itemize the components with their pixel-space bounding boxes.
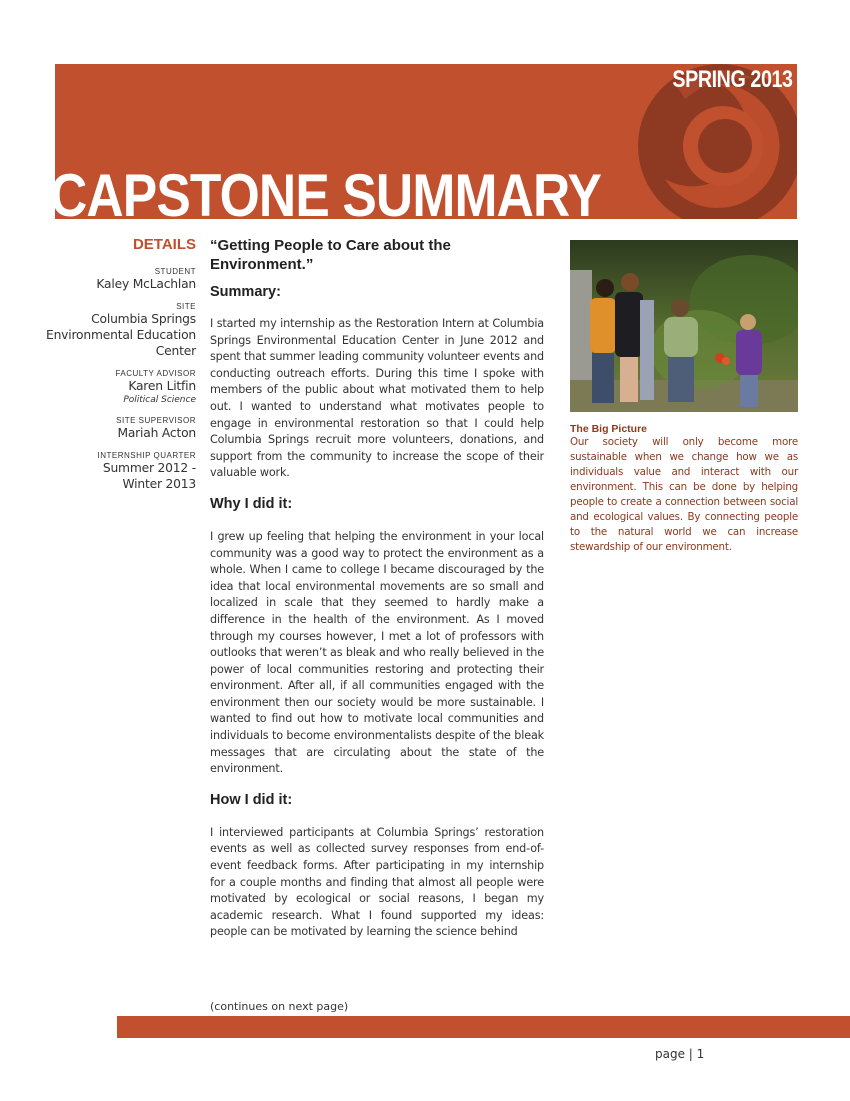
caption-text: Our society will only become more sustainable when we change how we as individuals value and interact with our environment. This can be done by helping people to create a connection between social and ecological values. By connecting people to the natural world we can increase stewardship of our environment.: [570, 436, 798, 553]
detail-site-supervisor: [40, 416, 196, 441]
continues-note: (continues on next page): [210, 1000, 349, 1013]
footer-band: [117, 1016, 850, 1038]
main-content: [210, 236, 544, 941]
section-body-summary: I started my internship as the Restoration Intern at Columbia Springs Environmental Education Center in June 2012 and spent that summer leading community volunteer events and conducting outreach efforts. During this time I spoke with members of the public about what motivated them to help out. I wanted to understand what motivates people to engage in environmental restoration so that I could help Columbia Springs recruit more volunteers, donations, and support from the community to increase the scope of their valuable work.: [210, 317, 544, 480]
detail-site: [40, 302, 196, 359]
section-heading-how: How I did it:: [210, 791, 293, 808]
volunteers-photo: [570, 240, 798, 412]
detail-label: INTERNSHIP QUARTER: [97, 451, 196, 460]
section-heading-why: Why I did it:: [210, 495, 293, 512]
caption-title: The Big Picture: [570, 423, 648, 435]
detail-subvalue: Political Science: [123, 395, 196, 405]
photo-caption: [570, 423, 798, 555]
article-title: “Getting People to Care about the Environment.”: [210, 237, 451, 273]
detail-label: SITE SUPERVISOR: [116, 416, 196, 425]
page-number: page | 1: [655, 1047, 705, 1061]
detail-label: FACULTY ADVISOR: [115, 369, 196, 378]
details-heading: DETAILS: [132, 236, 196, 253]
detail-value: Columbia Springs Environmental Education Center: [46, 312, 196, 358]
season-label: SPRING 2013: [672, 66, 793, 93]
detail-label: SITE: [176, 302, 196, 311]
section-body-why: I grew up feeling that helping the environment in your local community was a good way to protect the environment as a whole. When I came to college I became discouraged by the idea that local environmental movements are so small and localized in scale that they seemed to hardly make a difference in the health of the environment. As I moved through my courses however, I met a lot of professors with outlooks that weren’t as bleak and who really believed in the power of local communities restoring and protecting their environment. After all, if all communities engaged with the environment then our society would be more sustainable. I wanted to find out how to motivate local communities and individuals to become environmentalists despite of the bleak messages that are circulating about the state of the environment.: [210, 529, 544, 776]
detail-value: Kaley McLachlan: [96, 277, 196, 291]
detail-value: Mariah Acton: [117, 426, 196, 440]
detail-value: Summer 2012 - Winter 2013: [102, 461, 196, 491]
section-heading-summary: Summary:: [210, 284, 281, 300]
page-title: CAPSTONE SUMMARY: [50, 162, 602, 229]
detail-internship-quarter: [40, 451, 196, 492]
detail-student: [40, 267, 196, 292]
detail-label: STUDENT: [154, 267, 196, 276]
details-sidebar: [40, 236, 196, 492]
detail-value: Karen Litfin: [128, 379, 196, 393]
detail-faculty-advisor: [40, 369, 196, 406]
section-body-how: I interviewed participants at Columbia Springs’ restoration events as well as collected survey responses from end-of-event feedback forms. After participating in my internship for a couple months and finding that almost all people were motivated by ecological or social reasons, I began my academic research. What I found supported my ideas: people can be motivated by learning the science behind: [210, 825, 544, 939]
